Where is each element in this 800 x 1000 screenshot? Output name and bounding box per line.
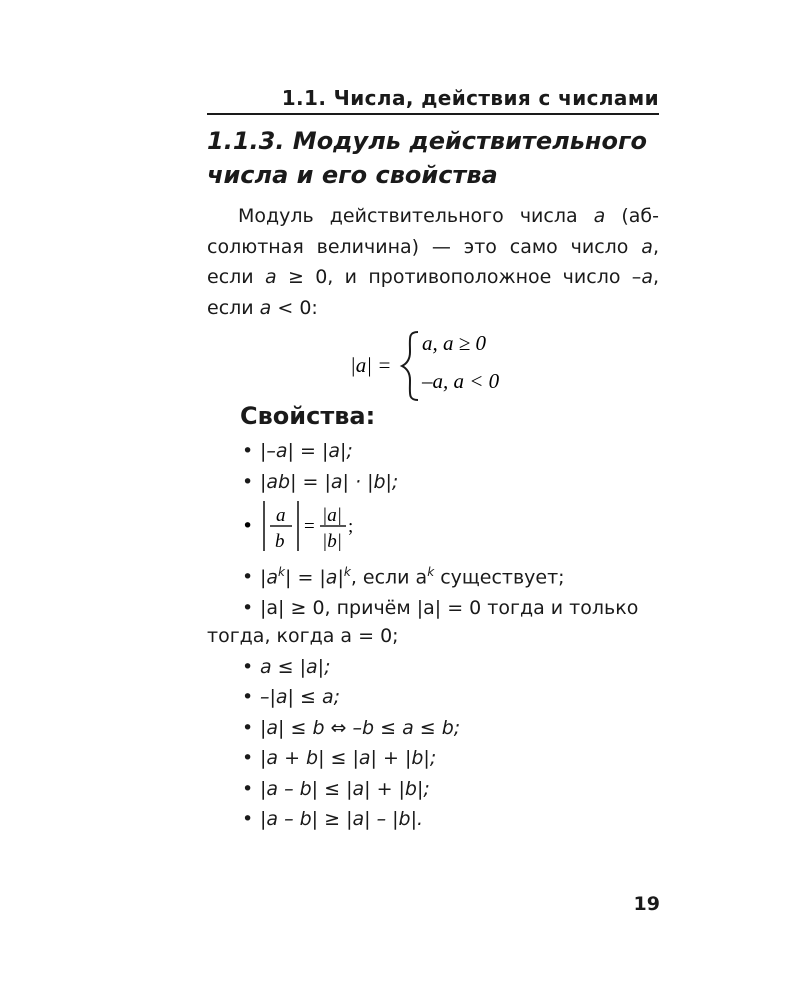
list-item [207, 497, 659, 557]
property-text: –|a| ≤ a; [260, 686, 340, 709]
list-item [207, 743, 659, 774]
property-text: |–a| = |a|; [260, 440, 353, 462]
superscript: k [278, 565, 285, 579]
list-item [207, 557, 659, 593]
list-item-continuation [207, 621, 659, 652]
bullet: • [242, 716, 254, 739]
bullet: • [242, 515, 254, 537]
fraction-numerator: a [276, 505, 286, 526]
property-text: | = |a| [285, 566, 344, 589]
list-item [207, 804, 659, 835]
var-a: a [264, 266, 277, 288]
superscript: k [343, 565, 351, 579]
formula-case-1: a, a ≥ 0 [422, 331, 487, 355]
var-a: a [641, 235, 653, 258]
intro-text: Модуль действительного числа [238, 205, 594, 227]
fraction-rhs-denominator: |b| [322, 531, 342, 552]
property-text: |a + b| ≤ |a| + |b|; [260, 747, 437, 770]
intro-text: , если [207, 235, 659, 288]
intro-text: ≥ 0, и противоположное число – [276, 266, 642, 288]
bullet: • [242, 777, 254, 800]
var-a: a [593, 205, 606, 227]
section-title-line-1: 1.1.3. Модуль действительного [207, 127, 647, 155]
intro-text: (аб-солютная величина) — это само число [207, 205, 660, 258]
property-text: , если a [350, 566, 428, 589]
page-number: 19 [633, 893, 660, 915]
bullet: • [242, 440, 254, 462]
intro-paragraph [207, 201, 659, 323]
section-title [207, 124, 667, 192]
property-text: существует; [434, 566, 565, 589]
list-item [207, 436, 659, 467]
bullet: • [242, 686, 254, 709]
fraction-rhs-numerator: |a| [322, 505, 342, 526]
superscript: k [427, 565, 435, 579]
svg-text:;: ; [348, 516, 354, 537]
property-text: a ≤ |a|; [260, 655, 331, 678]
property-text: |ab| = |a| · |b|; [260, 470, 399, 493]
bullet: • [242, 655, 254, 678]
list-item [207, 467, 659, 498]
properties-heading: Свойства: [240, 402, 376, 430]
brace-icon [402, 332, 418, 400]
bullet: • [242, 596, 254, 619]
svg-text:=: = [304, 516, 315, 537]
list-item [207, 713, 659, 744]
section-title-line-2: числа и его свойства [207, 161, 498, 189]
list-item [207, 774, 659, 805]
absolute-value-formula [350, 326, 550, 406]
intro-text: , если [207, 266, 660, 319]
bullet: • [242, 747, 254, 770]
property-text: |a| ≤ b ⇔ –b ≤ a ≤ b; [260, 716, 461, 739]
bullet: • [242, 470, 254, 493]
intro-text: < 0: [271, 296, 318, 319]
bullet: • [242, 808, 254, 831]
property-text: |a – b| ≤ |a| + |b|; [260, 777, 430, 800]
property-text: |a| ≥ 0, причём |a| = 0 тогда и только [260, 596, 639, 619]
running-head: 1.1. Числа, действия с числами [207, 86, 659, 115]
formula-case-2: –a, a < 0 [422, 369, 500, 393]
properties-list [207, 436, 659, 835]
list-item [207, 652, 659, 683]
fraction-property [242, 495, 402, 557]
fraction-denominator: b [275, 531, 285, 552]
bullet: • [242, 566, 254, 589]
var-a: a [259, 296, 272, 319]
list-item [207, 593, 659, 624]
list-item [207, 682, 659, 713]
var-a: a [641, 266, 653, 288]
formula-lhs: |a| = [350, 353, 392, 377]
property-text: |a – b| ≥ |a| – |b|. [260, 808, 424, 831]
property-text: |a [260, 566, 279, 589]
property-text: тогда, когда a = 0; [207, 625, 399, 648]
